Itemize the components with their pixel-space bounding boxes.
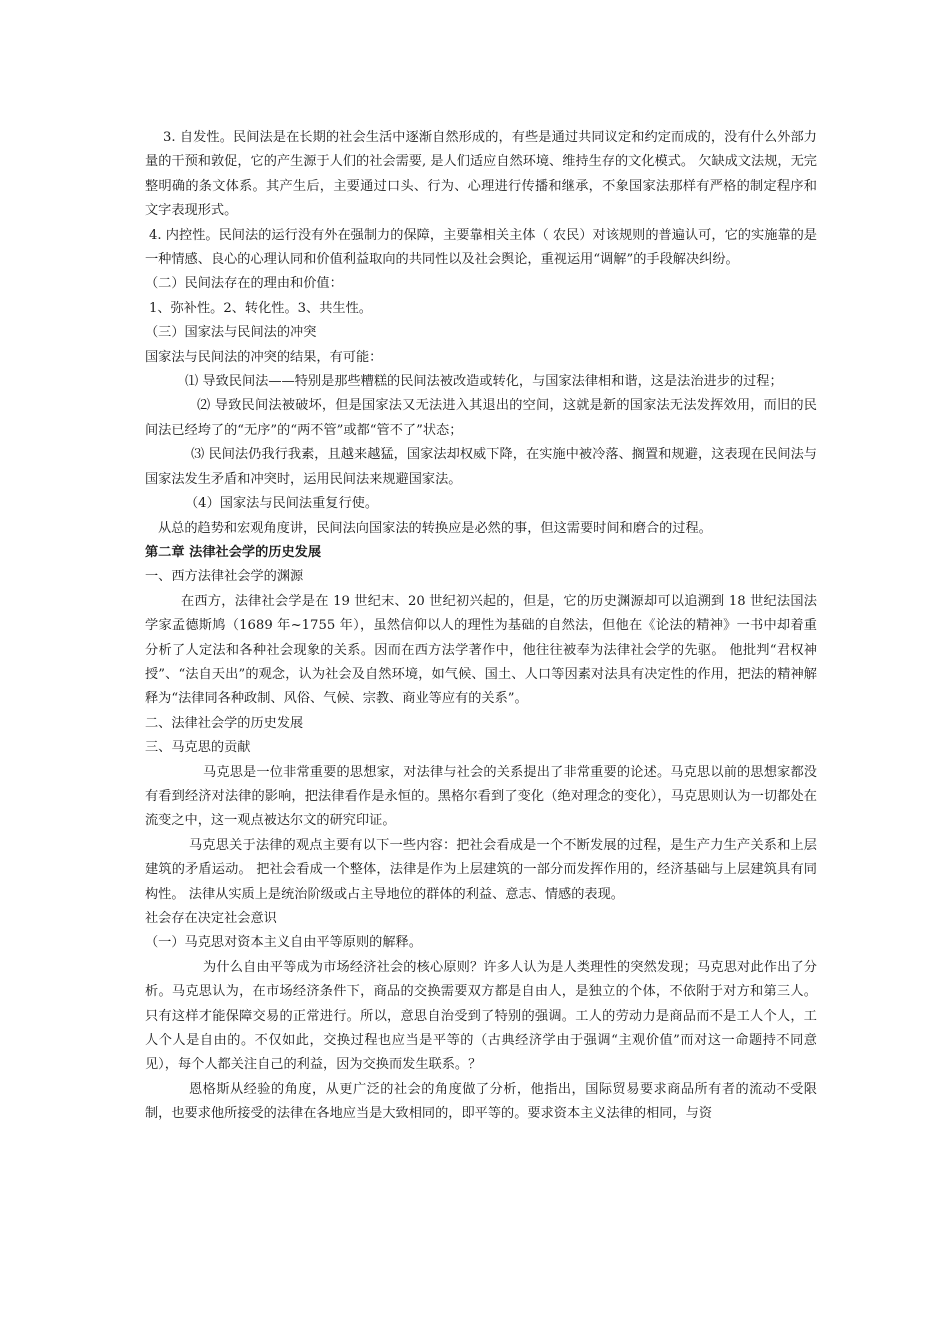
- section-heading-marx: 三、马克思的贡献: [145, 740, 251, 756]
- paragraph-conflict-intro: 国家法与民间法的冲突的结果，有可能：: [145, 349, 383, 365]
- paragraph-spontaneity: 3. 自发性。民间法是在长期的社会生活中逐渐自然形成的，有些是通过共同议定和约定而成的，没有什么外部力量的干预和敦促，它的产生源于人们的社会需要, 是人们适应自然环境、维持生存的文化模式。 欠缺成文法规，无完整明确的条文体系。其产生后，主要通过口头、行为、心理进行传播和继承，不象国家法那样有严格的制定程序和文字表现形式。: [145, 130, 817, 219]
- paragraph-internal-control: 4. 内控性。民间法的运行没有外在强制力的保障，主要靠相关主体（ 农民）对该规则的普遍认可，它的实施靠的是一种情感、良心的心理认同和价值利益取向的共同性以及社会舆论，重视运用“调解”的手段解决纠纷。: [145, 227, 817, 268]
- document-page: [145, 126, 817, 1127]
- paragraph-marx-views: 马克思关于法律的观点主要有以下一些内容：把社会看成是一个不断发展的过程，是生产力生产关系和上层建筑的矛盾运动。 把社会看成一个整体，法律是作为上层建筑的一部分而发挥作用的，经济基础与上层建筑具有同构性。 法律从实质上是统治阶级或占主导地位的群体的利益、意志、情感的表现。: [145, 837, 817, 902]
- paragraph-freedom-equality: 为什么自由平等成为市场经济社会的核心原则？许多人认为是人类理性的突然发现；马克思对此作出了分析。马克思认为，在市场经济条件下，商品的交换需要双方都是自由人，是独立的个体，不依附于对方和第三人。只有这样才能保障交易的正常进行。所以，意思自治受到了特别的强调。工人的劳动力是商品而不是工人个人，工人个人是自由的。不仅如此，交换过程也应当是平等的（古典经济学由于强调“主观价值”而对这一命题持不同意见），每个人都关注自己的利益，因为交换而发生联系。？: [145, 959, 817, 1073]
- paragraph-social-existence: 社会存在决定社会意识: [145, 911, 277, 926]
- chapter-title: 第二章 法律社会学的历史发展: [145, 544, 322, 560]
- paragraph-marx-thinker: 马克思是一位非常重要的思想家，对法律与社会的关系提出了非常重要的论述。马克思以前的思想家都没有看到经济对法律的影响，把法律看作是永恒的。黑格尔看到了变化（绝对理念的变化），马克思则认为一切都处在流变之中，这一观点被达尔文的研究印证。: [145, 764, 817, 829]
- list-item-conflict-2: ⑵ 导致民间法被破坏，但是国家法又无法进入其退出的空间，这就是新的国家法无法发挥效用，而旧的民间法已经垮了的“无序”的“两不管”或都“管不了”状态；: [145, 398, 817, 438]
- section-heading-history: 二、法律社会学的历史发展: [145, 715, 304, 731]
- list-item-conflict-4: （4）国家法与民间法重复行使。: [185, 496, 379, 512]
- section-heading-freedom-equality: （一）马克思对资本主义自由平等原则的解释。: [145, 935, 422, 951]
- list-item-conflict-3: ⑶ 民间法仍我行我素，且越来越猛，国家法却权威下降，在实施中被冷落、搁置和规避，这表现在民间法与国家法发生矛盾和冲突时，运用民间法来规避国家法。: [145, 447, 817, 487]
- paragraph-montesquieu: 在西方，法律社会学是在 19 世纪末、20 世纪初兴起的，但是，它的历史渊源却可以追溯到 18 世纪法国法学家孟德斯鸠（1689 年~1755 年），虽然信仰以人的理性为基础的自然法，但他在《论法的精神》一书中却着重分析了人定法和各种社会现象的关系。因而在西方法学著作中，他往往被奉为法律社会学的先驱。 他批判“君权神授”、“法自天出”的观念，认为社会及自然环境，如气候、国土、人口等因素对法具有决定性的作用，把法的精神解释为“法律同各种政制、风俗、气候、宗教、商业等应有的关系”。: [145, 593, 817, 707]
- section-heading-reasons: （二）民间法存在的理由和价值：: [145, 276, 343, 292]
- list-reasons: 1、弥补性。2、转化性。3、共生性。: [149, 300, 372, 316]
- paragraph-conflict-summary: 从总的趋势和宏观角度讲，民间法向国家法的转换应是必然的事，但这需要时间和磨合的过程。: [158, 520, 712, 536]
- list-item-conflict-1: ⑴ 导致民间法——特别是那些糟糕的民间法被改造或转化，与国家法律相和谐，这是法治进步的过程；: [185, 374, 783, 390]
- section-heading-west-origin: 一、西方法律社会学的渊源: [145, 569, 304, 585]
- paragraph-engels: 恩格斯从经验的角度，从更广泛的社会的角度做了分析，他指出，国际贸易要求商品所有者的流动不受限制，也要求他所接受的法律在各地应当是大致相同的，即平等的。要求资本主义法律的相同，与资: [145, 1081, 817, 1122]
- section-heading-conflict: （三）国家法与民间法的冲突: [145, 325, 317, 341]
